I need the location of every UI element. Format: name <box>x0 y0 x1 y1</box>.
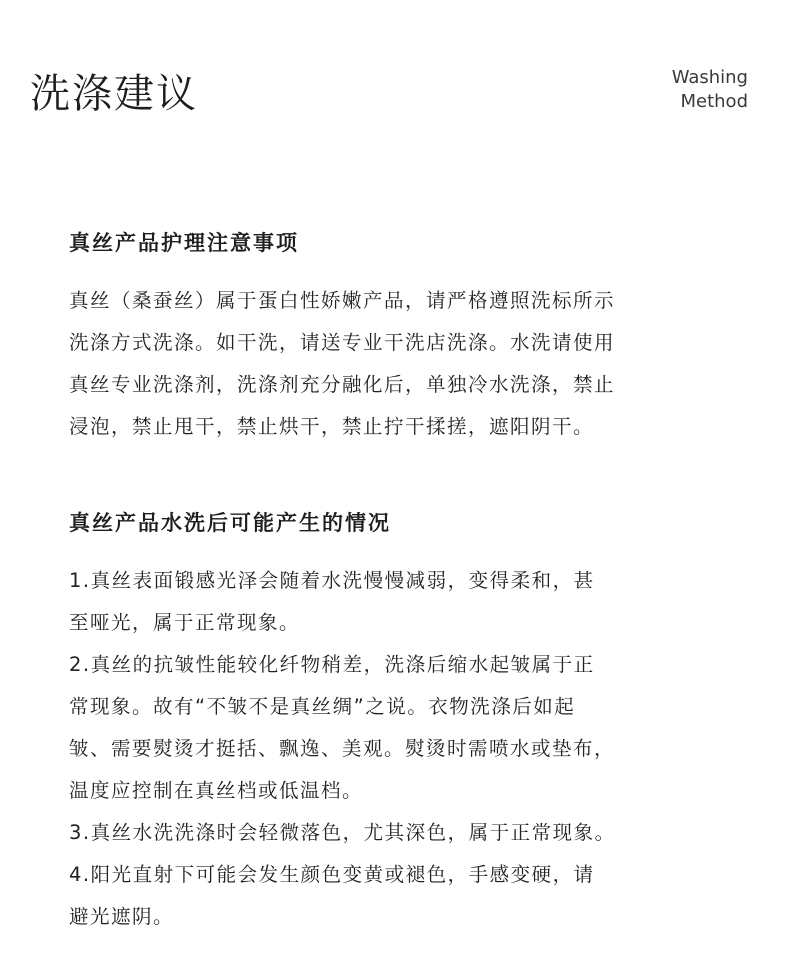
section-after-washing <box>69 508 729 938</box>
section-paragraph <box>69 280 729 448</box>
paragraph-line: 真丝专业洗涤剂，洗涤剂充分融化后，单独冷水洗涤，禁止 <box>69 373 616 396</box>
subtitle-line-1: Washing <box>671 67 748 88</box>
section-paragraph <box>69 560 729 938</box>
paragraph-line: 2.真丝的抗皱性能较化纤物稍差，洗涤后缩水起皱属于正 <box>69 653 595 676</box>
paragraph-line: 常现象。故有“不皱不是真丝绸”之说。衣物洗涤后如起 <box>69 695 576 718</box>
paragraph-line: 温度应控制在真丝档或低温档。 <box>69 779 364 802</box>
page-title: 洗涤建议 <box>30 71 198 117</box>
paragraph-line: 4.阳光直射下可能会发生颜色变黄或褪色，手感变硬，请 <box>69 863 595 886</box>
section-heading: 真丝产品护理注意事项 <box>69 231 299 255</box>
paragraph-line: 3.真丝水洗洗涤时会轻微落色，尤其深色，属于正常现象。 <box>69 821 616 844</box>
paragraph-line: 避光遮阴。 <box>69 905 175 928</box>
paragraph-line: 至哑光，属于正常现象。 <box>69 611 301 634</box>
page-subtitle <box>672 66 748 114</box>
subtitle-line-2: Method <box>680 91 748 112</box>
section-silk-care <box>69 228 729 448</box>
section-heading: 真丝产品水洗后可能产生的情况 <box>69 511 391 535</box>
paragraph-line: 浸泡，禁止甩干，禁止烘干，禁止拧干揉搓，遮阳阴干。 <box>69 415 595 438</box>
paragraph-line: 皱、需要熨烫才挺括、飘逸、美观。熨烫时需喷水或垫布， <box>69 737 616 760</box>
paragraph-line: 洗涤方式洗涤。如干洗，请送专业干洗店洗涤。水洗请使用 <box>69 331 616 354</box>
paragraph-line: 真丝（桑蚕丝）属于蛋白性娇嫩产品，请严格遵照洗标所示 <box>69 289 616 312</box>
paragraph-line: 1.真丝表面锻感光泽会随着水洗慢慢减弱，变得柔和，甚 <box>69 569 595 592</box>
